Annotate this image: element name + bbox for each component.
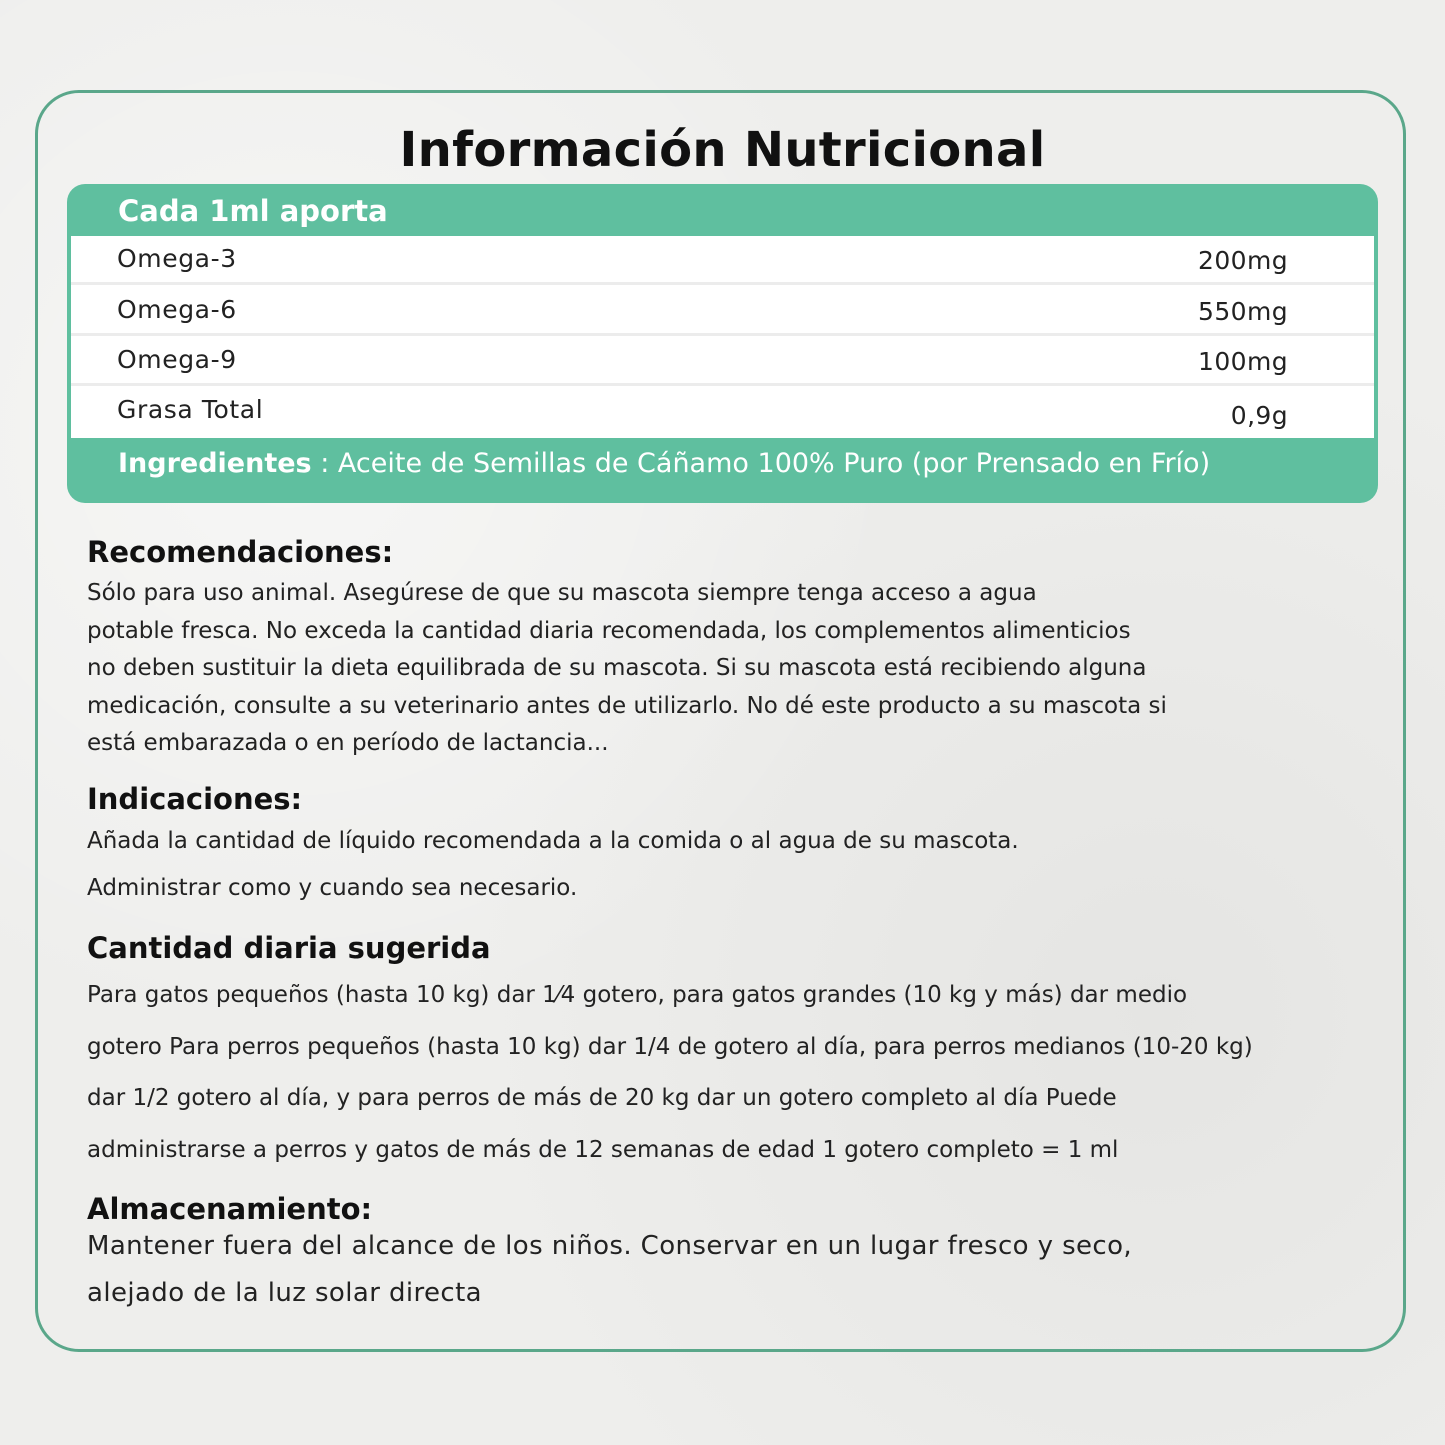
section-line: Para gatos pequeños (hasta 10 kg) dar 1⁄4 gotero, para gatos grandes (10 kg y más) dar medio	[87, 982, 1188, 1008]
section-line: gotero Para perros pequeños (hasta 10 kg) dar 1/4 de gotero al día, para perros medianos (10-20 kg)	[87, 1033, 1253, 1060]
table-row	[71, 236, 1374, 285]
daily-amount-section	[87, 931, 1377, 1176]
recommendations-section	[87, 535, 1377, 763]
section-line: Administrar como y cuando sea necesario.	[87, 875, 578, 901]
nutrition-table-header: Cada 1ml aporta	[118, 194, 388, 228]
section-line: Sólo para uso animal. Asegúrese de que su mascota siempre tenga acceso a agua	[87, 580, 1037, 606]
nutrition-rows	[71, 236, 1374, 438]
page-title: Información Nutricional	[399, 122, 1046, 178]
section-line: medicación, consulte a su veterinario antes de utilizarlo. No dé este producto a su mascota si	[87, 692, 1167, 719]
section-line: Añada la cantidad de líquido recomendada a la comida o al agua de su mascota.	[87, 828, 1019, 854]
section-line: alejado de la luz solar directa	[87, 1278, 483, 1308]
storage-section	[87, 1192, 1377, 1317]
nutrient-name: Grasa Total	[117, 395, 264, 424]
section-line: Mantener fuera del alcance de los niños. Conservar en un lugar fresco y seco,	[87, 1231, 1133, 1261]
ingredients-label: Ingredientes	[118, 448, 312, 479]
section-line: administrarse a perros y gatos de más de 12 semanas de edad 1 gotero completo = 1 ml	[87, 1136, 1119, 1163]
nutrient-value: 100mg	[1198, 347, 1288, 376]
ingredients-text: : Aceite de Semillas de Cáñamo 100% Puro (por Prensado en Frío)	[311, 448, 1211, 479]
table-row	[71, 387, 1374, 438]
nutrient-name: Omega-9	[117, 345, 237, 374]
indications-section	[87, 782, 1377, 912]
section-heading: Indicaciones:	[87, 782, 303, 816]
section-line: no deben sustituir la dieta equilibrada de su mascota. Si su mascota está recibiendo alguna	[87, 655, 1147, 681]
section-heading: Almacenamiento:	[87, 1192, 373, 1226]
nutrition-table	[67, 184, 1378, 503]
nutrient-value: 550mg	[1198, 297, 1288, 326]
ingredients-line	[118, 448, 1210, 479]
nutrient-name: Omega-3	[117, 244, 237, 273]
table-row	[71, 337, 1374, 386]
nutrient-value: 200mg	[1198, 246, 1288, 275]
nutrient-value: 0,9g	[1230, 401, 1288, 430]
section-line: dar 1/2 gotero al día, y para perros de más de 20 kg dar un gotero completo al día Puede	[87, 1085, 1117, 1111]
section-line: potable fresca. No exceda la cantidad diaria recomendada, los complementos alimenticios	[87, 617, 1131, 644]
section-heading: Recomendaciones:	[87, 535, 394, 569]
table-row	[71, 287, 1374, 336]
nutrient-name: Omega-6	[117, 295, 237, 324]
section-heading: Cantidad diaria sugerida	[87, 931, 491, 965]
section-line: está embarazada o en período de lactancia...	[87, 730, 609, 756]
